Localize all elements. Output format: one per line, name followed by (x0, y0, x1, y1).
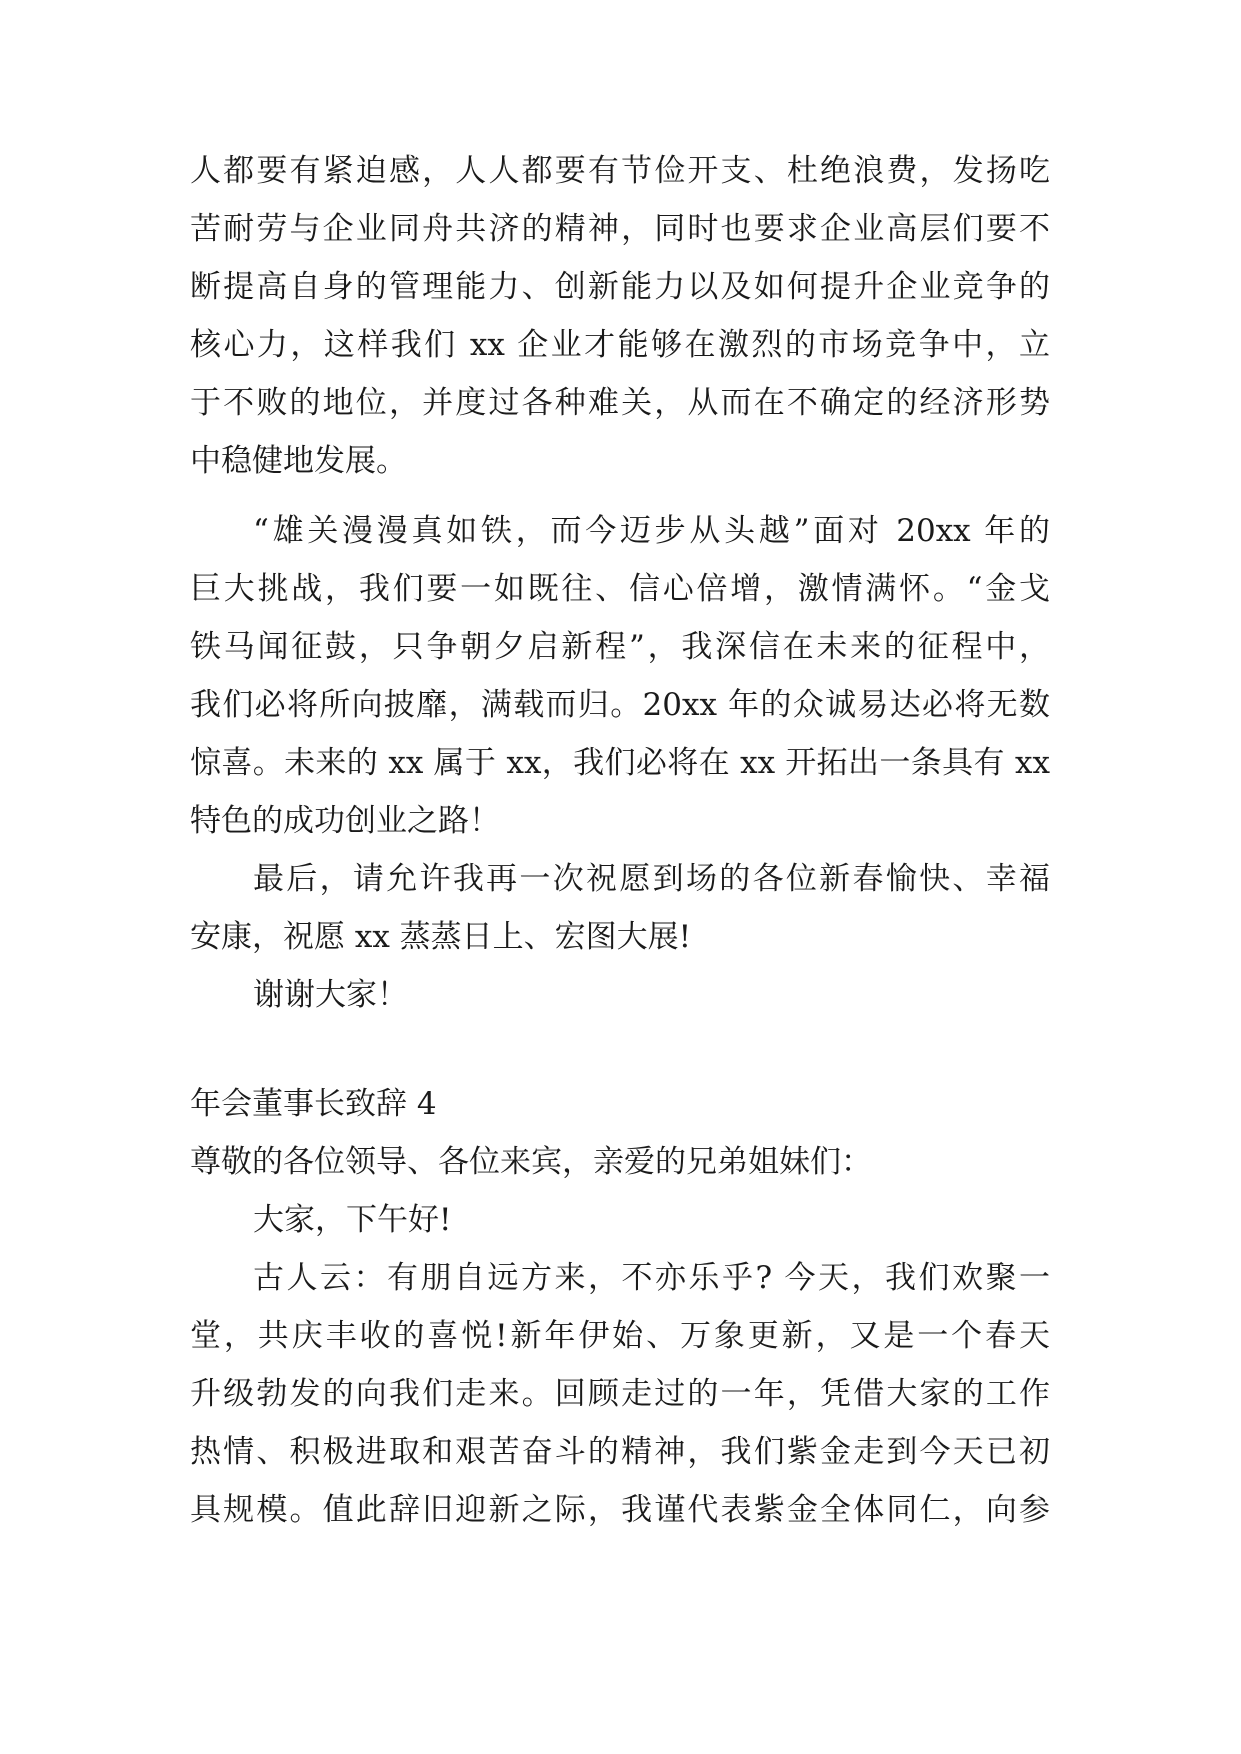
paragraph-line: 巨大挑战，我们要一如既往、信心倍增，激情满怀。“金戈 (190, 571, 1050, 607)
paragraph-line: 人都要有紧迫感，人人都要有节俭开支、杜绝浪费，发扬吃 (190, 153, 1050, 189)
paragraph-line: 断提高自身的管理能力、创新能力以及如何提升企业竞争的 (190, 269, 1050, 305)
paragraph-line: 核心力，这样我们 xx 企业才能够在激烈的市场竞争中，立 (190, 327, 1050, 363)
greeting: 大家，下午好! (253, 1202, 452, 1238)
paragraph-line: 古人云：有朋自远方来，不亦乐乎? 今天，我们欢聚一 (253, 1260, 1050, 1296)
paragraph-line: 最后，请允许我再一次祝愿到场的各位新春愉快、幸福 (253, 861, 1050, 897)
paragraph-line: 惊喜。未来的 xx 属于 xx，我们必将在 xx 开拓出一条具有 xx (190, 745, 1050, 781)
paragraph-line: “雄关漫漫真如铁，而今迈步从头越”面对 20xx 年的 (253, 513, 1050, 549)
paragraph-line: 特色的成功创业之路！ (190, 803, 500, 839)
paragraph-line: 苦耐劳与企业同舟共济的精神，同时也要求企业高层们要不 (190, 211, 1050, 247)
paragraph-line: 升级勃发的向我们走来。回顾走过的一年，凭借大家的工作 (190, 1376, 1050, 1412)
closing-line: 谢谢大家！ (253, 977, 408, 1013)
section-title: 年会董事长致辞 4 (190, 1086, 437, 1122)
paragraph-line: 热情、积极进取和艰苦奋斗的精神，我们紫金走到今天已初 (190, 1434, 1050, 1470)
paragraph-line: 具规模。值此辞旧迎新之际，我谨代表紫金全体同仁，向参 (190, 1492, 1050, 1528)
paragraph-line: 堂，共庆丰收的喜悦!新年伊始、万象更新，又是一个春天 (190, 1318, 1050, 1354)
paragraph-line: 铁马闻征鼓，只争朝夕启新程”，我深信在未来的征程中， (190, 629, 1050, 665)
paragraph-line: 安康，祝愿 xx 蒸蒸日上、宏图大展! (190, 919, 692, 955)
paragraph-line: 于不败的地位，并度过各种难关，从而在不确定的经济形势 (190, 385, 1050, 421)
salutation: 尊敬的各位领导、各位来宾，亲爱的兄弟姐妹们： (190, 1144, 872, 1180)
paragraph-line: 中稳健地发展。 (190, 443, 407, 479)
paragraph-line: 我们必将所向披靡，满载而归。20xx 年的众诚易达必将无数 (190, 687, 1050, 723)
